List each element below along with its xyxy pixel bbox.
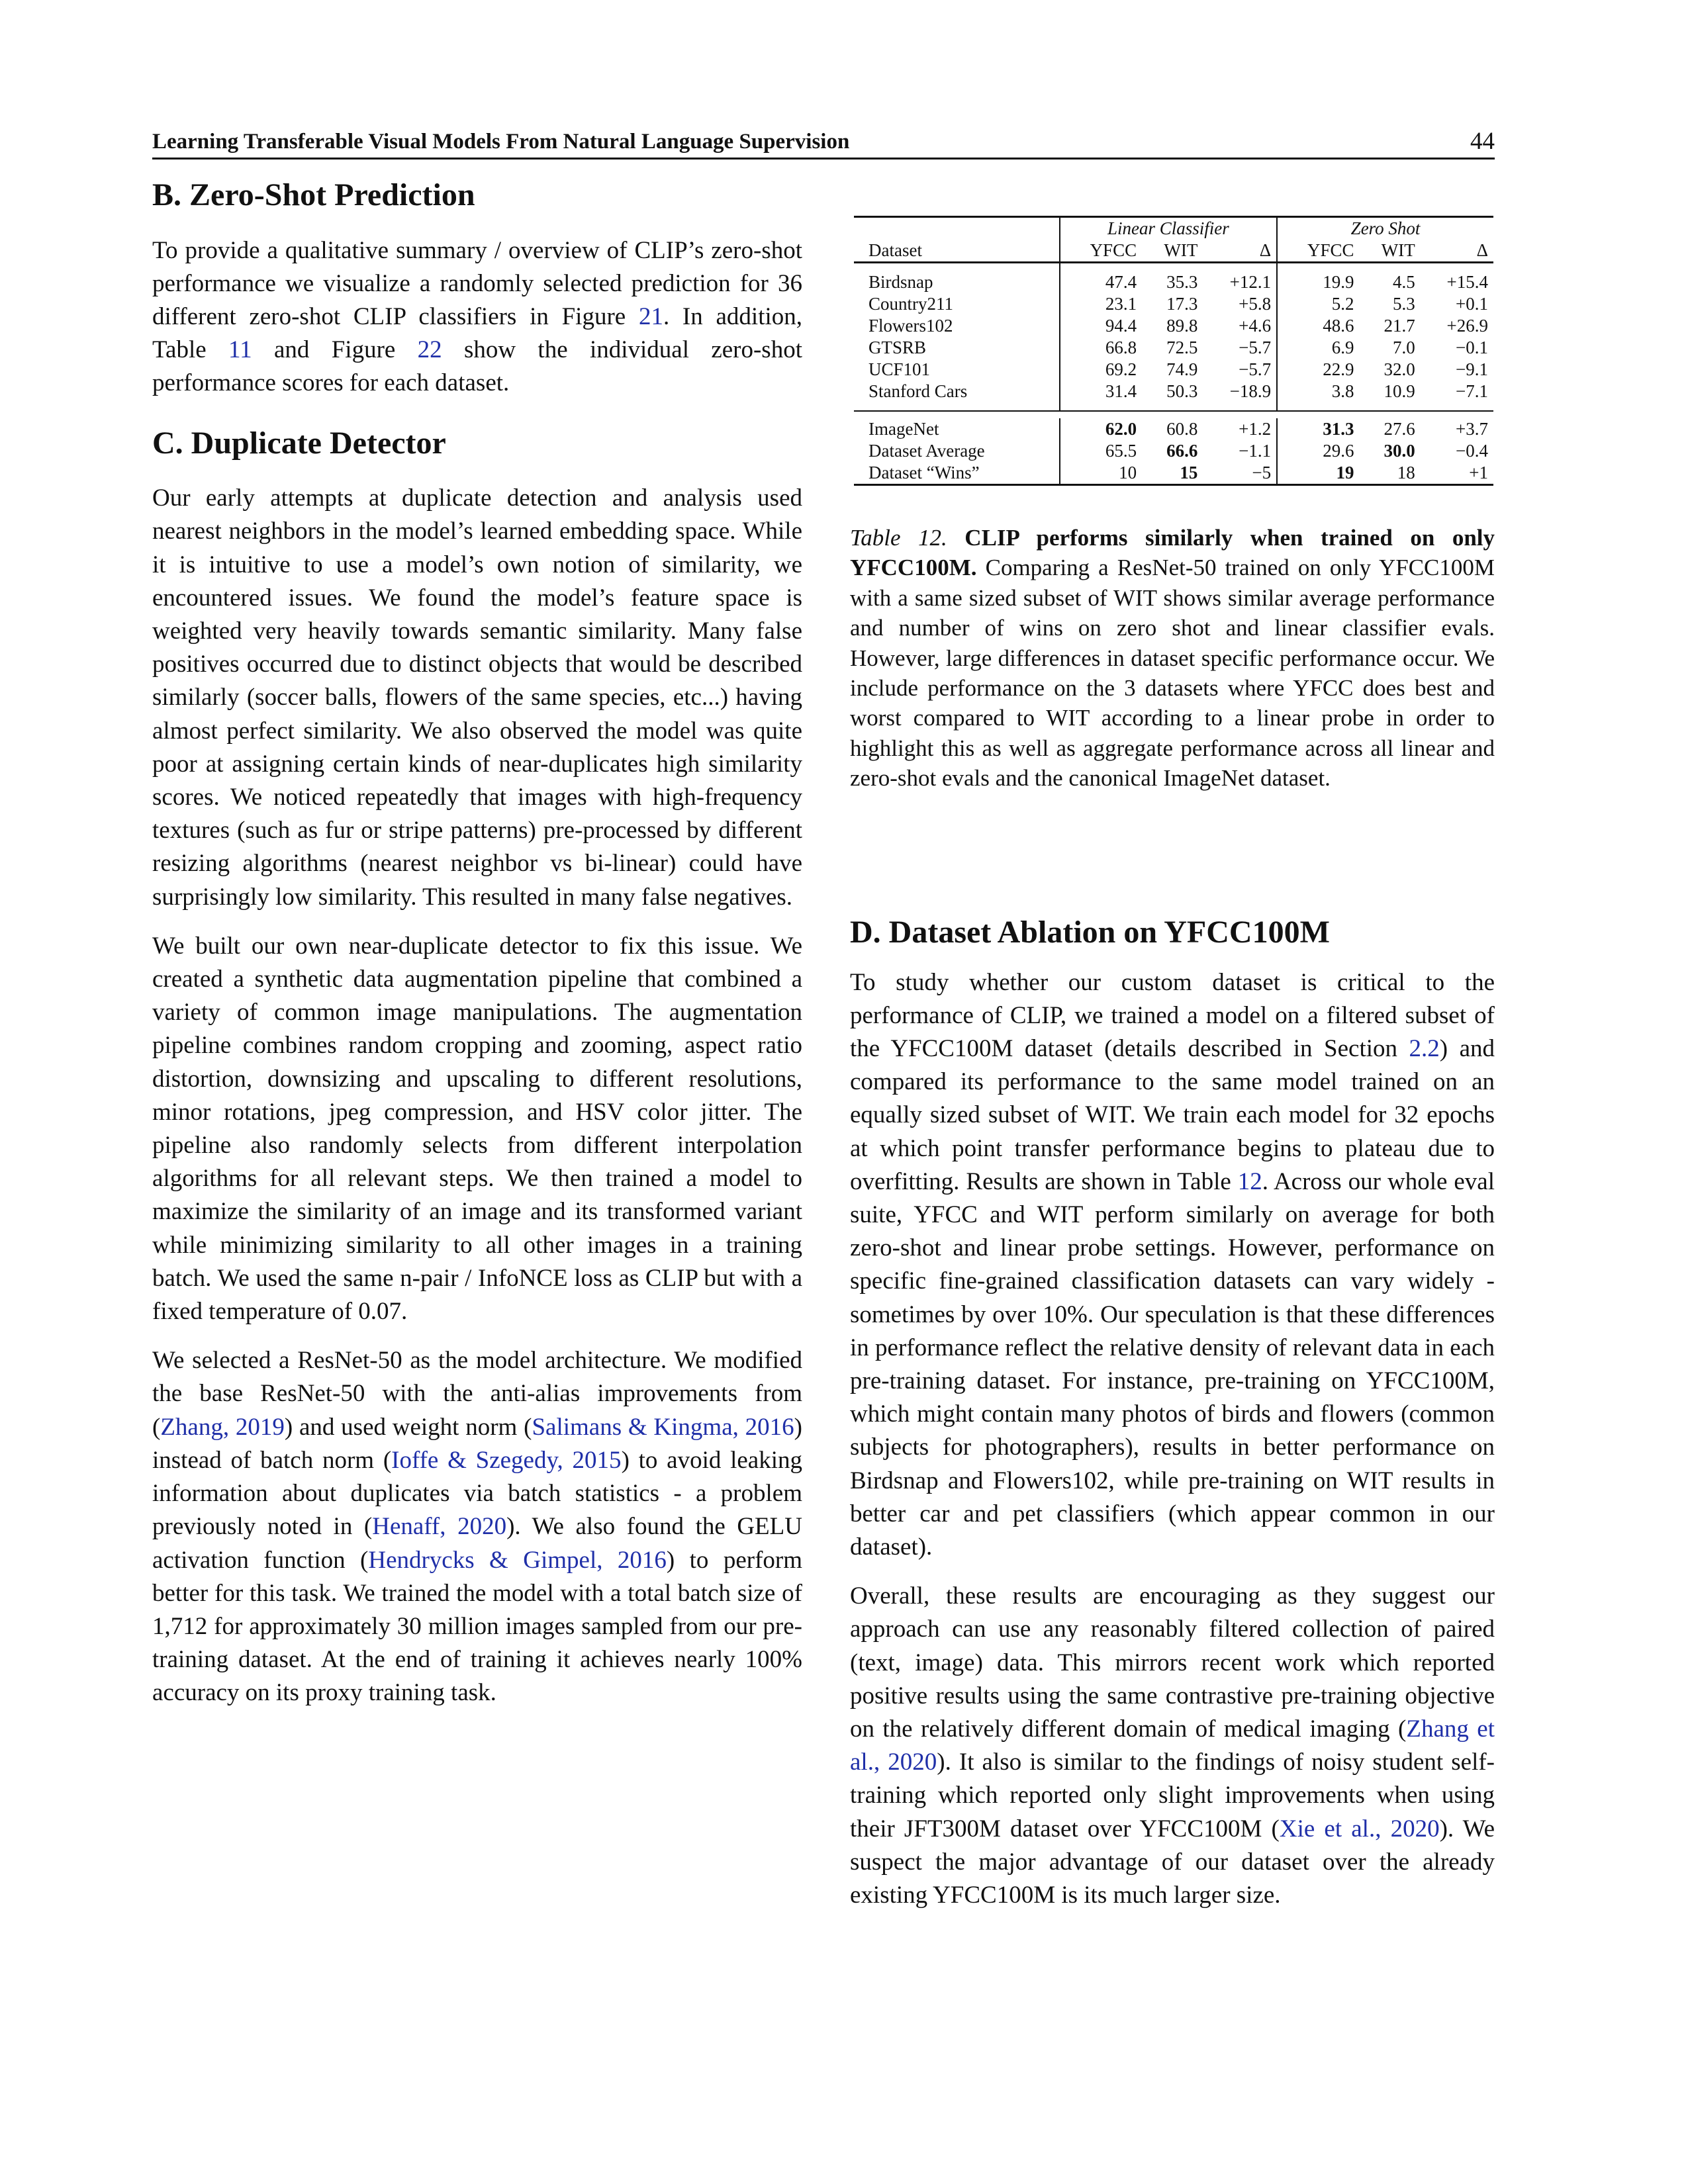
running-title: Learning Transferable Visual Models From Natural Language Supervision [152,130,850,154]
citation-link[interactable]: Zhang, 2019 [160,1413,285,1441]
dataset-name: Flowers102 [868,316,953,336]
text-span: We selected a ResNet-50 as the model architecture. We modified the base ResNet-50 with the anti-alias improvements from ( [152,1347,802,1441]
text-span: . Across our whole eval suite, YFCC and WIT perform similarly on average for both zero-shot and linear probe settings. However, performance on specific fine-grained classification datasets can vary widely - sometimes by over 10%. Our speculation is that these differences in performance reflect the relative density of relevant data in each pre-training dataset. For instance, pre-training on YFCC100M, which might contain many photos of birds and flowers (common subjects for photographers), results in better performance on Birdsnap and Flowers102, while pre-training on WIT results in better car and pet classifiers (which appear common in our dataset). [850,1167,1495,1561]
table-row [854,337,1493,359]
text-span: To study whether our custom dataset is critical to the performance of CLIP, we trained a model on a filtered subset of the YFCC100M dataset (details described in Section [850,968,1495,1062]
table-caption [850,523,1495,794]
dataset-name: Stanford Cars [868,381,968,401]
table-cell: 30.0 [1383,441,1415,461]
column-header: Δ [1476,240,1488,260]
caption-title: CLIP performs similarly when trained on only YFCC100M. [850,525,1495,581]
table-cell: +5.8 [1239,294,1272,314]
table-cell: −9.1 [1456,359,1488,379]
table-row [854,381,1493,402]
citation-link[interactable]: Zhang et al., 2020 [850,1715,1495,1776]
table-cell: 32.0 [1383,359,1415,379]
citation-link[interactable]: Hendrycks & Gimpel, 2016 [368,1546,667,1574]
paragraph [850,966,1495,1565]
table-cell: 15 [1180,463,1198,482]
table-cell: +26.9 [1446,316,1488,336]
text-span: ). It also is similar to the findings of noisy student self-training which reported only slight improvements when using their JFT300M dataset over YFCC100M ( [850,1749,1495,1843]
section-heading: B. Zero-Shot Prediction [152,177,475,212]
table-cell: 89.8 [1166,316,1198,336]
text-span: . In addition, Table [152,303,802,364]
table-row [854,359,1493,381]
table-cell: 6.9 [1277,337,1359,359]
citation-link[interactable]: Ioffe & Szegedy, 2015 [391,1446,622,1474]
group-header-zero-shot: Zero Shot [1277,217,1493,240]
table-cell: +1 [1469,463,1488,482]
paragraph: Our early attempts at duplicate detection and analysis used nearest neighbors in the model’s learned embedding space. While it is intuitive to use a model’s own notion of similarity, we encountered issues. We found the model’s feature space is weighted very heavily towards semantic similarity. Many false positives occurred due to distinct objects that would be described similarly (soccer balls, flowers of the same species, etc...) having almost perfect similarity. We also observed the model was quite poor at assigning certain kinds of near-duplicates high similarity scores. We noticed repeatedly that images with high-frequency textures (such as fur or stripe patterns) pre-processed by different resizing algorithms (nearest neighbor vs bi-linear) could have surprisingly low similarity. This resulted in many false negatives. [152,484,802,911]
figure-link[interactable]: 21 [638,303,663,330]
column-header: YFCC [1277,240,1359,263]
table-cell: −5.7 [1239,338,1272,357]
table-cell: +15.4 [1446,272,1488,292]
section-link[interactable]: 2.2 [1409,1035,1440,1062]
table-cell: −5 [1252,463,1272,482]
table-cell: 19 [1277,462,1359,485]
table-cell: 7.0 [1393,338,1415,357]
table-cell: 31.4 [1060,381,1142,402]
dataset-name: GTSRB [868,338,927,357]
column-header: WIT [1381,240,1415,260]
table-row [854,418,1493,440]
left-column [152,176,802,1710]
section-heading: C. Duplicate Detector [152,425,446,461]
table-cell: 69.2 [1060,359,1142,381]
table-cell: +12.1 [1229,272,1272,292]
table-cell: 21.7 [1383,316,1415,336]
page-number: 44 [1470,128,1495,155]
table-cell: +1.2 [1239,419,1272,439]
text-span: ) instead of batch norm ( [152,1413,802,1474]
table-cell: 22.9 [1277,359,1359,381]
table-cell: −0.4 [1456,441,1488,461]
dataset-name: UCF101 [868,359,931,379]
section-dataset-ablation [850,913,1495,1912]
text-span: show the individual zero-shot performance scores for each dataset. [152,336,802,397]
text-span: ) and used weight norm ( [284,1413,532,1441]
dataset-name: Birdsnap [868,272,933,292]
table-cell: 29.6 [1277,440,1359,462]
table-cell: 10.9 [1383,381,1415,401]
citation-link[interactable]: Henaff, 2020 [372,1513,507,1541]
table-cell: 65.5 [1060,440,1142,462]
paragraph [850,1580,1495,1912]
table-cell: +3.7 [1456,419,1488,439]
table-cell: 31.3 [1277,418,1359,440]
section-zero-shot-prediction [152,176,802,400]
paragraph [152,234,802,400]
table-cell: 47.4 [1060,271,1142,293]
table-link[interactable]: 11 [228,336,252,364]
table-cell: 72.5 [1166,338,1198,357]
table-cell: 5.3 [1393,294,1415,314]
table-cell: −0.1 [1456,338,1488,357]
table-cell: 18 [1397,463,1415,482]
table-cell: 3.8 [1277,381,1359,402]
paragraph [152,1344,802,1709]
text-span: ) to avoid leaking information about duplicates via batch statistics - a problem previously noted in ( [152,1446,802,1541]
table-link[interactable]: 12 [1237,1167,1262,1195]
dataset-name: Country211 [868,294,953,314]
table-cell: 23.1 [1060,293,1142,315]
section-heading: D. Dataset Ablation on YFCC100M [850,915,1330,950]
caption-label: Table 12. [850,525,947,551]
running-header [152,127,1495,159]
table-cell: −18.9 [1229,381,1272,401]
column-header: WIT [1164,240,1198,260]
paragraph: We built our own near-duplicate detector to fix this issue. We created a synthetic data augmentation pipeline that combined a variety of common image manipulations. The augmentation pipeline combines random cropping and zooming, aspect ratio distortion, downsizing and upscaling to different resolutions, minor rotations, jpeg compression, and HSV color jitter. The pipeline also randomly selects from different interpolation algorithms for all relevant steps. We then trained a model to maximize the similarity of an image and its transformed variant while minimizing similarity to all other images in a training batch. We used the same n-pair / InfoNCE loss as CLIP but with a fixed temperature of 0.07. [152,932,802,1326]
citation-link[interactable]: Xie et al., 2020 [1279,1815,1440,1843]
text-span: ) to perform better for this task. We trained the model with a total batch size of 1,712 for approximately 30 million images sampled from our pre-training dataset. At the end of training it achieves nearly 100% accuracy on its proxy training task. [152,1546,802,1707]
table-cell: 74.9 [1166,359,1198,379]
table-cell: −1.1 [1239,441,1272,461]
table-cell: 66.6 [1166,441,1198,461]
table-cell: 66.8 [1060,337,1142,359]
group-header-linear: Linear Classifier [1060,217,1277,240]
table-cell: +4.6 [1239,316,1272,336]
text-span: Overall, these results are encouraging as they suggest our approach can use any reasonably filtered collection of paired (text, image) data. This mirrors recent work which reported positive results using the same contrastive pre-training objective on the relatively different domain of medical imaging ( [850,1582,1495,1743]
table-cell: 19.9 [1277,271,1359,293]
figure-link[interactable]: 22 [417,336,442,364]
table-row [854,462,1493,485]
text-span: ) and compared its performance to the same model trained on an equally sized subset of WIT. We train each model for 32 epochs at which point transfer performance begins to plateau due to overfitting. Results are shown in Table [850,1035,1495,1195]
table-cell: +0.1 [1456,294,1488,314]
column-header: Dataset [868,240,922,260]
table-cell: 50.3 [1166,381,1198,401]
table-cell: 5.2 [1277,293,1359,315]
dataset-name: Dataset “Wins” [868,463,980,482]
dataset-name: ImageNet [868,419,939,439]
table-cell: 17.3 [1166,294,1198,314]
results-table [854,216,1493,486]
table-cell: 48.6 [1277,315,1359,337]
column-header: YFCC [1060,240,1142,263]
text-span: To provide a qualitative summary / overview of CLIP’s zero-shot performance we visualize a randomly selected prediction for 36 different zero-shot CLIP classifiers in Figure [152,236,802,330]
text-span: ). We suspect the major advantage of our dataset over the already existing YFCC100M is its much larger size. [850,1815,1495,1909]
column-header: Δ [1259,240,1272,260]
table-cell: 62.0 [1060,418,1142,440]
table-cell: 35.3 [1166,272,1198,292]
text-span: ). We also found the GELU activation function ( [152,1513,802,1574]
table-cell: −5.7 [1239,359,1272,379]
table-row [854,271,1493,293]
table-cell: 94.4 [1060,315,1142,337]
table-cell: 10 [1060,462,1142,485]
table-row [854,293,1493,315]
dataset-name: Dataset Average [868,441,985,461]
table-row [854,440,1493,462]
table-cell: −7.1 [1456,381,1488,401]
table-cell: 60.8 [1166,419,1198,439]
table-cell: 27.6 [1383,419,1415,439]
citation-link[interactable]: Salimans & Kingma, 2016 [532,1413,794,1441]
section-duplicate-detector [152,424,802,1710]
text-span: and Figure [252,336,418,364]
table-cell: 4.5 [1393,272,1415,292]
caption-text: Comparing a ResNet-50 trained on only YFCC100M with a same sized subset of WIT shows similar average performance and number of wins on zero shot and linear classifier evals. However, large differences in dataset specific performance occur. We include performance on the 3 datasets where YFCC does best and worst compared to WIT according to a linear probe in order to highlight this as well as aggregate performance across all linear and zero-shot evals and the canonical ImageNet dataset. [850,555,1495,792]
table-row [854,315,1493,337]
